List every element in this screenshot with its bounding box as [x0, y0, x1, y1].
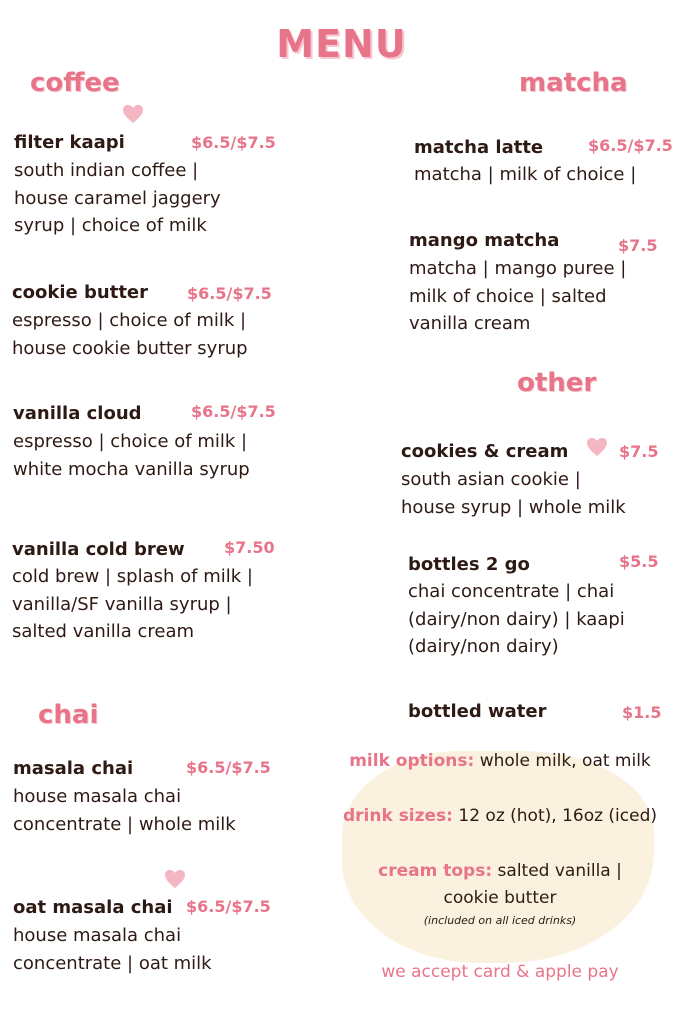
- item-name-filter-kaapi: filter kaapi: [14, 132, 125, 153]
- drink-sizes: drink sizes: 12 oz (hot), 16oz (iced): [342, 806, 658, 826]
- item-name-vanilla-cold-brew: vanilla cold brew: [12, 539, 185, 560]
- section-matcha: matcha: [519, 68, 628, 98]
- heart-icon: [586, 437, 608, 457]
- item-desc-mango-matcha: matcha | mango puree | milk of choice | salted vanilla cream: [409, 258, 627, 334]
- item-name-cookie-butter: cookie butter: [12, 282, 149, 303]
- item-name-matcha-latte: matcha latte: [414, 137, 544, 158]
- item-desc-vanilla-cloud: espresso | choice of milk | white mocha vanilla syrup: [13, 431, 250, 480]
- section-coffee: coffee: [30, 68, 120, 98]
- item-price-cookies-cream: $7.5: [619, 442, 659, 461]
- item-desc-vanilla-cold-brew: cold brew | splash of milk | vanilla/SF vanilla syrup | salted vanilla cream: [12, 566, 253, 642]
- item-price-masala-chai: $6.5/$7.5: [186, 758, 271, 777]
- item-price-vanilla-cold-brew: $7.50: [224, 538, 275, 557]
- item-name-bottled-water: bottled water: [408, 701, 547, 722]
- cream-tops-note: (included on all iced drinks): [423, 914, 577, 927]
- item-name-oat-masala-chai: oat masala chai: [13, 897, 173, 918]
- heart-icon: [164, 869, 186, 889]
- item-name-masala-chai: masala chai: [13, 758, 134, 779]
- item-name-cookies-cream: cookies & cream: [401, 441, 569, 462]
- section-chai: chai: [38, 700, 99, 730]
- item-price-oat-masala-chai: $6.5/$7.5: [186, 897, 271, 916]
- item-desc-matcha-latte: matcha | milk of choice |: [414, 164, 637, 185]
- item-desc-cookies-cream: south asian cookie | house syrup | whole milk: [401, 469, 626, 518]
- item-desc-bottles-2-go: chai concentrate | chai (dairy/non dairy) | kaapi (dairy/non dairy): [408, 581, 625, 657]
- item-desc-cookie-butter: espresso | choice of milk | house cookie butter syrup: [12, 310, 248, 359]
- item-price-bottled-water: $1.5: [622, 703, 662, 722]
- info-background: [342, 751, 654, 963]
- item-price-matcha-latte: $6.5/$7.5: [588, 136, 673, 155]
- item-desc-oat-masala-chai: house masala chai concentrate | oat milk: [13, 925, 212, 974]
- heart-icon: [122, 104, 144, 124]
- item-name-mango-matcha: mango matcha: [409, 230, 560, 251]
- item-desc-filter-kaapi: south indian coffee | house caramel jaggery syrup | choice of milk: [14, 160, 221, 236]
- item-price-mango-matcha: $7.5: [618, 236, 658, 255]
- cream-tops: cream tops: salted vanilla |: [378, 861, 622, 881]
- item-name-vanilla-cloud: vanilla cloud: [13, 403, 142, 424]
- item-price-bottles-2-go: $5.5: [619, 552, 659, 571]
- payment-note: we accept card & apple pay: [381, 962, 619, 982]
- item-price-vanilla-cloud: $6.5/$7.5: [191, 402, 276, 421]
- item-desc-masala-chai: house masala chai concentrate | whole milk: [13, 786, 236, 835]
- item-name-bottles-2-go: bottles 2 go: [408, 554, 530, 575]
- menu-title: MENU: [276, 22, 407, 66]
- item-price-cookie-butter: $6.5/$7.5: [187, 284, 272, 303]
- milk-options: milk options: whole milk, oat milk: [349, 751, 651, 771]
- item-price-filter-kaapi: $6.5/$7.5: [191, 133, 276, 152]
- cream-tops-line-2: cookie butter: [443, 888, 557, 908]
- section-other: other: [517, 368, 597, 398]
